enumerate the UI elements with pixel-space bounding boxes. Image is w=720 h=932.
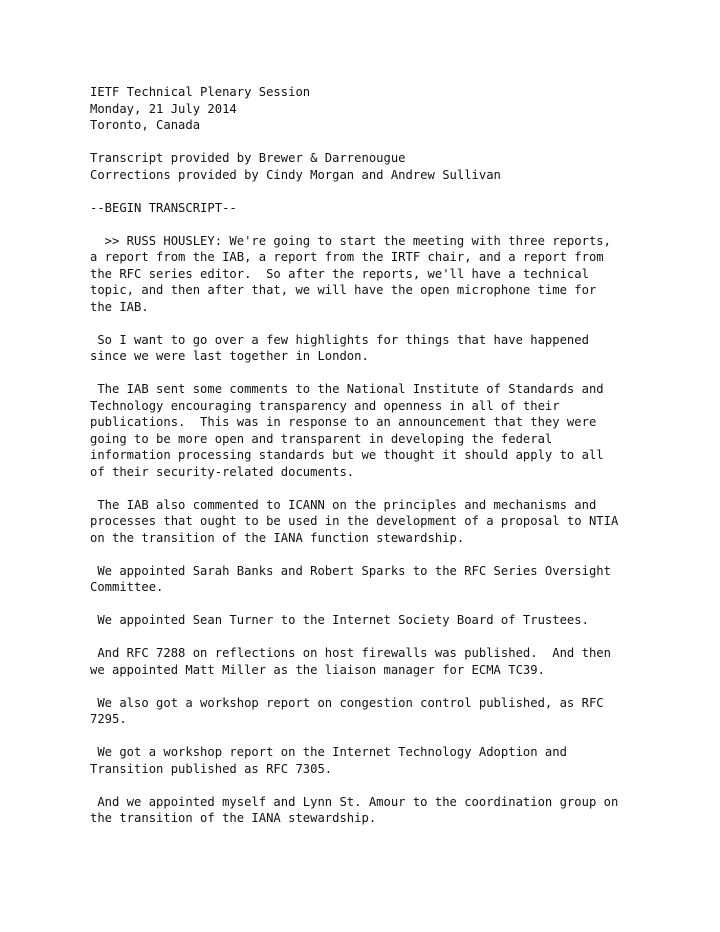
transcript-line: the RFC series editor. So after the reports, we'll have a technical (90, 266, 589, 281)
transcript-line: And we appointed myself and Lynn St. Amour to the coordination group on (90, 794, 619, 809)
transcript-line: topic, and then after that, we will have the open microphone time for (90, 283, 597, 297)
transcript-line: 7295. (90, 712, 127, 726)
transcript-line: Committee. (90, 580, 164, 594)
spacer (90, 777, 700, 794)
spacer (90, 365, 700, 382)
transcript-line: of their security-related documents. (90, 464, 355, 479)
transcript-paragraph (90, 645, 700, 678)
transcript-paragraph (90, 233, 700, 316)
session-location: Toronto, Canada (90, 118, 201, 132)
spacer (90, 728, 700, 745)
transcript-line: So I want to go over a few highlights for things that have happened (90, 332, 589, 347)
begin-transcript-marker: --BEGIN TRANSCRIPT-- (90, 200, 237, 215)
transcript-line: The IAB also commented to ICANN on the principles and mechanisms and (90, 497, 597, 512)
transcript-line: going to be more open and transparent in developing the federal (90, 431, 553, 446)
transcript-line: a report from the IAB, a report from the IRTF chair, and a report from (90, 250, 604, 264)
transcript-line: we appointed Matt Miller as the liaison manager for ECMA TC39. (90, 662, 545, 677)
transcript-line: the IAB. (90, 299, 149, 314)
transcript-line: We also got a workshop report on congestion control published, as RFC (90, 695, 604, 710)
spacer (90, 629, 700, 646)
spacer (90, 678, 700, 695)
transcript-line: And RFC 7288 on reflections on host firewalls was published. And then (90, 646, 611, 660)
transcript-line: We got a workshop report on the Internet Technology Adoption and (90, 745, 567, 759)
transcript-line: publications. This was in response to an announcement that they were (90, 415, 597, 429)
corrections-credit: Corrections provided by Cindy Morgan and Andrew Sullivan (90, 167, 501, 182)
transcript-line: >> RUSS HOUSLEY: We're going to start the meeting with three reports, (90, 233, 611, 248)
spacer (90, 134, 700, 151)
transcript-line: processes that ought to be used in the development of a proposal to NTIA (90, 514, 619, 528)
transcript-credit: Transcript provided by Brewer & Darrenougue (90, 151, 406, 165)
transcript-line: Technology encouraging transparency and openness in all of their (90, 398, 560, 413)
spacer (90, 183, 700, 200)
transcript-paragraph (90, 794, 700, 827)
transcript-paragraph (90, 497, 700, 547)
transcript-paragraph (90, 744, 700, 777)
transcript-paragraph (90, 563, 700, 596)
transcript-line: The IAB sent some comments to the National Institute of Standards and (90, 382, 604, 396)
transcript-paragraph (90, 332, 700, 365)
transcript-body (90, 233, 700, 827)
transcript-line: We appointed Sarah Banks and Robert Sparks to the RFC Series Oversight (90, 563, 611, 578)
transcript-paragraph (90, 381, 700, 480)
transcript-page (90, 84, 700, 827)
transcript-line: Transition published as RFC 7305. (90, 761, 333, 776)
spacer (90, 315, 700, 332)
transcript-paragraph (90, 612, 700, 629)
transcript-line: information processing standards but we thought it should apply to all (90, 448, 604, 462)
spacer (90, 216, 700, 233)
session-title: IETF Technical Plenary Session (90, 85, 311, 99)
spacer (90, 480, 700, 497)
spacer (90, 546, 700, 563)
transcript-line: We appointed Sean Turner to the Internet Society Board of Trustees. (90, 613, 589, 627)
transcript-paragraph (90, 695, 700, 728)
transcript-line: since we were last together in London. (90, 349, 369, 363)
spacer (90, 596, 700, 613)
session-date: Monday, 21 July 2014 (90, 101, 237, 116)
transcript-line: the transition of the IANA stewardship. (90, 811, 377, 825)
transcript-line: on the transition of the IANA function stewardship. (90, 530, 465, 545)
